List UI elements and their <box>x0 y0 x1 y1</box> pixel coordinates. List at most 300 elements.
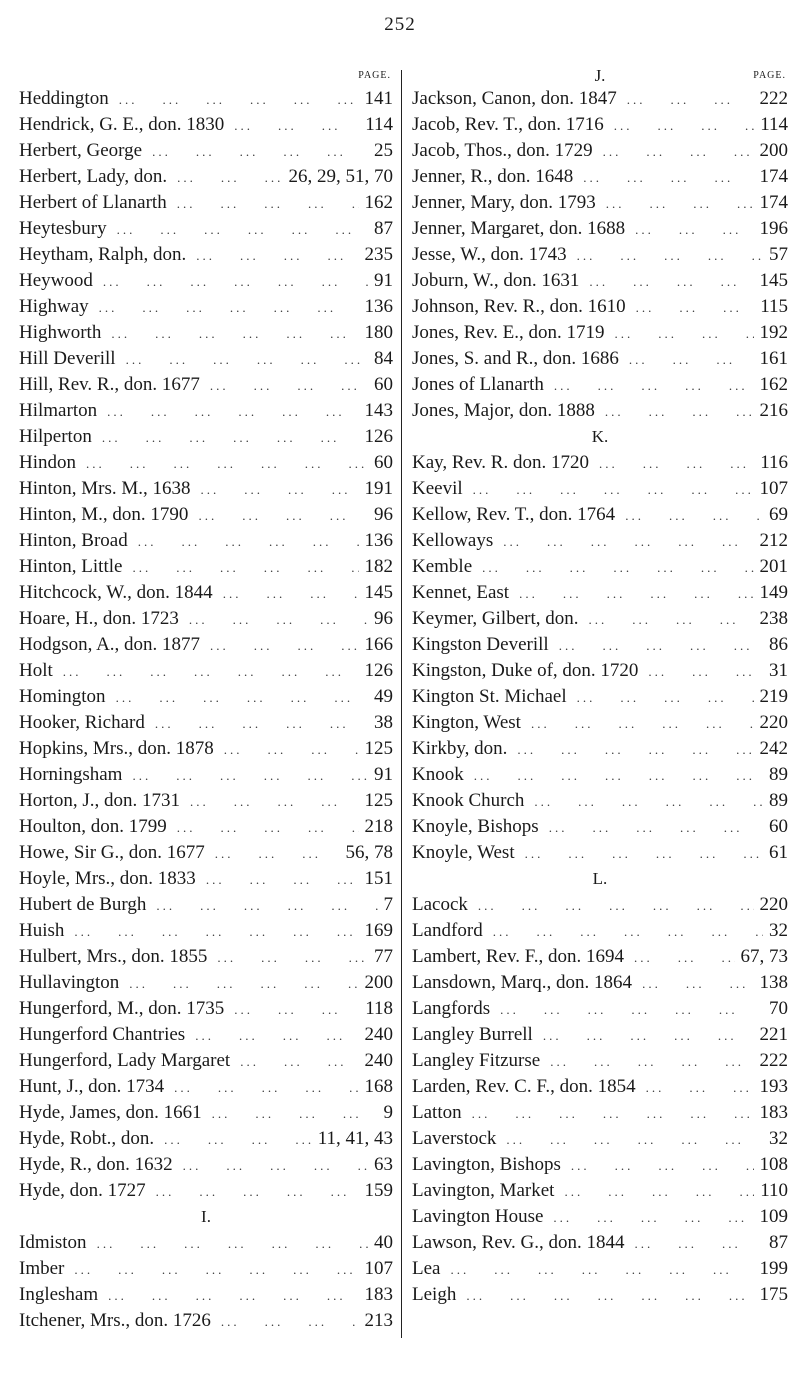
entry-name: Knook <box>412 764 464 785</box>
dot-leader <box>206 867 359 893</box>
entry-page: 11, 41, 43 <box>317 1128 393 1149</box>
entry-page: 159 <box>364 1180 393 1201</box>
dot-leader <box>107 399 358 425</box>
entry-page: 143 <box>364 400 393 421</box>
index-entry <box>19 372 393 398</box>
entry-name: Hinton, Little <box>19 556 123 577</box>
entry-page: 221 <box>759 1024 788 1045</box>
dot-leader <box>550 1049 753 1075</box>
entry-page: 32 <box>769 920 788 941</box>
index-entry <box>412 1074 788 1100</box>
index-entry <box>412 268 788 294</box>
index-entry <box>19 736 393 762</box>
index-column-left <box>19 66 393 1334</box>
entry-page: 126 <box>364 660 393 681</box>
entry-name: Jones of Llanarth <box>412 374 544 395</box>
dot-leader <box>472 1101 754 1127</box>
index-entry <box>19 346 393 372</box>
dot-leader <box>614 321 753 347</box>
index-entry <box>412 1282 788 1308</box>
index-entry <box>412 528 788 554</box>
entry-name: Hooker, Richard <box>19 712 145 733</box>
dot-leader <box>629 347 754 373</box>
entry-name: Hopkins, Mrs., don. 1878 <box>19 738 214 759</box>
entry-page: 86 <box>769 634 788 655</box>
index-entry <box>412 606 788 632</box>
dot-leader <box>164 1127 312 1153</box>
entry-page: 32 <box>769 1128 788 1149</box>
entry-page: 89 <box>769 764 788 785</box>
dot-leader <box>174 1075 358 1101</box>
entry-page: 125 <box>364 790 393 811</box>
entry-name: Houlton, don. 1799 <box>19 816 167 837</box>
entry-page: 149 <box>759 582 788 603</box>
entry-page: 240 <box>364 1024 393 1045</box>
entry-page: 91 <box>374 270 393 291</box>
entry-name: Kingston Deverill <box>412 634 549 655</box>
dot-leader <box>603 139 754 165</box>
entry-name: Horningsham <box>19 764 123 785</box>
entry-name: Jacob, Thos., don. 1729 <box>412 140 593 161</box>
dot-leader <box>636 295 755 321</box>
entry-page: 67, 73 <box>740 946 788 967</box>
entry-name: Lea <box>412 1258 441 1279</box>
dot-leader <box>474 763 763 789</box>
entry-page: 193 <box>759 1076 788 1097</box>
dot-leader <box>646 1075 754 1101</box>
index-entry <box>412 944 788 970</box>
dot-leader <box>648 659 763 685</box>
entry-page: 174 <box>759 166 788 187</box>
index-entry <box>19 918 393 944</box>
entry-name: Hulbert, Mrs., don. 1855 <box>19 946 208 967</box>
dot-leader <box>201 477 359 503</box>
entry-page: 114 <box>365 114 393 135</box>
entries-l <box>412 892 788 1308</box>
entry-name: Idmiston <box>19 1232 87 1253</box>
index-entry <box>19 1282 393 1308</box>
index-entry <box>412 632 788 658</box>
entry-page: 40 <box>374 1232 393 1253</box>
entry-name: Hinton, M., don. 1790 <box>19 504 189 525</box>
index-entry <box>412 294 788 320</box>
dot-leader <box>583 165 753 191</box>
dot-leader <box>210 373 368 399</box>
entry-page: 136 <box>364 296 393 317</box>
entry-page: 183 <box>759 1102 788 1123</box>
dot-leader <box>212 1101 378 1127</box>
entry-page: 107 <box>364 1258 393 1279</box>
entry-page: 126 <box>364 426 393 447</box>
entry-page: 114 <box>760 114 788 135</box>
entry-name: Hungerford Chantries <box>19 1024 186 1045</box>
index-entry <box>19 398 393 424</box>
entry-page: 125 <box>364 738 393 759</box>
index-entry <box>412 320 788 346</box>
entry-page: 136 <box>364 530 393 551</box>
entry-page: 240 <box>364 1050 393 1071</box>
entry-page: 175 <box>759 1284 788 1305</box>
entry-page: 38 <box>374 712 393 733</box>
dot-leader <box>234 113 359 139</box>
index-entry <box>412 1178 788 1204</box>
dot-leader <box>234 997 359 1023</box>
dot-leader <box>478 893 754 919</box>
dot-leader <box>625 503 763 529</box>
index-entry <box>412 346 788 372</box>
entry-page: 9 <box>383 1102 393 1123</box>
dot-leader <box>564 1179 754 1205</box>
index-entry <box>412 658 788 684</box>
entry-name: Jones, Major, don. 1888 <box>412 400 595 421</box>
dot-leader <box>97 1231 368 1257</box>
entry-page: 168 <box>364 1076 393 1097</box>
index-entry <box>19 320 393 346</box>
dot-leader <box>74 1257 358 1283</box>
entry-name: Johnson, Rev. R., don. 1610 <box>412 296 626 317</box>
entry-name: Lavington, Market <box>412 1180 555 1201</box>
entry-name: Langley Fitzurse <box>412 1050 541 1071</box>
entry-name: Jacob, Rev. T., don. 1716 <box>412 114 604 135</box>
entry-page: 182 <box>364 556 393 577</box>
index-entry <box>19 944 393 970</box>
entry-page: 89 <box>769 790 788 811</box>
entry-name: Herbert, George <box>19 140 143 161</box>
entry-page: 145 <box>759 270 788 291</box>
entry-name: Hungerford, M., don. 1735 <box>19 998 225 1019</box>
entry-page: 84 <box>374 348 393 369</box>
entry-page: 218 <box>364 816 393 837</box>
index-entry <box>19 866 393 892</box>
index-entry <box>412 1256 788 1282</box>
entry-page: 199 <box>759 1258 788 1279</box>
entry-page: 162 <box>759 374 788 395</box>
dot-leader <box>117 217 368 243</box>
entry-name: Larden, Rev. C. F., don. 1854 <box>412 1076 636 1097</box>
index-entry <box>412 1126 788 1152</box>
entry-name: Hungerford, Lady Margaret <box>19 1050 231 1071</box>
right-header <box>412 66 788 86</box>
index-entry <box>19 1074 393 1100</box>
dot-leader <box>549 815 763 841</box>
dot-leader <box>196 243 358 269</box>
dot-leader <box>183 1153 368 1179</box>
entry-page: 145 <box>364 582 393 603</box>
index-entry <box>19 1022 393 1048</box>
index-entry <box>19 86 393 112</box>
entry-page: 70 <box>769 998 788 1019</box>
index-entry <box>412 112 788 138</box>
entry-name: Latton <box>412 1102 462 1123</box>
dot-leader <box>103 269 368 295</box>
entry-page: 87 <box>769 1232 788 1253</box>
index-entry <box>412 840 788 866</box>
entry-page: 57 <box>769 244 788 265</box>
entry-page: 183 <box>364 1284 393 1305</box>
entry-name: Homington <box>19 686 106 707</box>
entry-name: Hullavington <box>19 972 120 993</box>
entry-name: Kingston, Duke of, don. 1720 <box>412 660 639 681</box>
entry-page: 109 <box>759 1206 788 1227</box>
dot-leader <box>111 321 358 347</box>
entry-name: Landford <box>412 920 483 941</box>
index-entry <box>19 710 393 736</box>
page-number: 252 <box>384 14 416 35</box>
index-entry <box>19 1152 393 1178</box>
index-entry <box>19 502 393 528</box>
entry-name: Heytesbury <box>19 218 107 239</box>
entry-page: 192 <box>759 322 788 343</box>
entry-name: Kennet, East <box>412 582 510 603</box>
index-entry <box>19 1100 393 1126</box>
dot-leader <box>86 451 368 477</box>
index-entry <box>412 1100 788 1126</box>
entry-name: Heywood <box>19 270 93 291</box>
dot-leader <box>525 841 763 867</box>
index-entry <box>19 684 393 710</box>
entry-page: 138 <box>759 972 788 993</box>
dot-leader <box>129 971 358 997</box>
dot-leader <box>506 1127 763 1153</box>
index-entry <box>19 606 393 632</box>
dot-leader <box>466 1283 753 1309</box>
dot-leader <box>589 607 754 633</box>
index-entry <box>19 554 393 580</box>
dot-leader <box>190 789 359 815</box>
entry-page: 222 <box>759 88 788 109</box>
entry-page: 200 <box>759 140 788 161</box>
entry-name: Jones, Rev. E., don. 1719 <box>412 322 605 343</box>
entry-name: Kirkby, don. <box>412 738 508 759</box>
index-entry <box>19 580 393 606</box>
entry-name: Jackson, Canon, don. 1847 <box>412 88 617 109</box>
index-entry <box>19 268 393 294</box>
entry-page: 87 <box>374 218 393 239</box>
index-entry <box>19 424 393 450</box>
index-entry <box>19 216 393 242</box>
entry-page: 219 <box>759 686 788 707</box>
index-entry <box>412 372 788 398</box>
dot-leader <box>635 217 753 243</box>
dot-leader <box>240 1049 358 1075</box>
index-entry <box>19 1126 393 1152</box>
entry-page: 60 <box>374 374 393 395</box>
index-entry <box>412 736 788 762</box>
dot-leader <box>99 295 359 321</box>
entry-name: Lambert, Rev. F., don. 1694 <box>412 946 625 967</box>
index-entry <box>412 216 788 242</box>
entry-name: Howe, Sir G., don. 1677 <box>19 842 205 863</box>
dot-leader <box>571 1153 754 1179</box>
index-entry <box>412 762 788 788</box>
entry-name: Heddington <box>19 88 109 109</box>
dot-leader <box>210 633 358 659</box>
index-entry <box>412 502 788 528</box>
entry-page: 118 <box>365 998 393 1019</box>
dot-leader <box>108 1283 358 1309</box>
entry-page: 115 <box>760 296 788 317</box>
dot-leader <box>577 243 763 269</box>
index-entry <box>19 1048 393 1074</box>
dot-leader <box>152 139 368 165</box>
index-entry <box>19 996 393 1022</box>
dot-leader <box>503 529 753 555</box>
entry-page: 220 <box>759 894 788 915</box>
entry-page: 238 <box>759 608 788 629</box>
index-entry <box>412 398 788 424</box>
entry-page: 200 <box>364 972 393 993</box>
dot-leader <box>627 87 754 113</box>
entry-page: 162 <box>364 192 393 213</box>
section-letter-i: I. <box>201 1207 211 1226</box>
index-entry <box>412 1048 788 1074</box>
entry-page: 169 <box>364 920 393 941</box>
index-entry <box>412 814 788 840</box>
dot-leader <box>74 919 358 945</box>
section-letter-l: L. <box>592 869 608 888</box>
dot-leader <box>63 659 359 685</box>
dot-leader <box>177 191 359 217</box>
dot-leader <box>482 555 753 581</box>
entry-name: Hill, Rev. R., don. 1677 <box>19 374 200 395</box>
entry-name: Hodgson, A., don. 1877 <box>19 634 201 655</box>
entry-name: Hoyle, Mrs., don. 1833 <box>19 868 196 889</box>
dot-leader <box>156 1179 359 1205</box>
index-entry <box>412 554 788 580</box>
entry-name: Langfords <box>412 998 491 1019</box>
entry-page: 107 <box>759 478 788 499</box>
dot-leader <box>177 815 359 841</box>
dot-leader <box>500 997 763 1023</box>
dot-leader <box>519 581 753 607</box>
index-entry <box>19 1230 393 1256</box>
index-entry <box>19 1256 393 1282</box>
dot-leader <box>589 269 753 295</box>
dot-leader <box>132 555 358 581</box>
index-entry <box>412 476 788 502</box>
index-entry <box>412 970 788 996</box>
entry-name: Jenner, Margaret, don. 1688 <box>412 218 626 239</box>
entry-name: Inglesham <box>19 1284 99 1305</box>
entry-page: 216 <box>759 400 788 421</box>
entry-page: 141 <box>364 88 393 109</box>
index-entry <box>19 294 393 320</box>
entry-name: Joburn, W., don. 1631 <box>412 270 580 291</box>
entry-name: Hinton, Mrs. M., 1638 <box>19 478 191 499</box>
dot-leader <box>606 191 754 217</box>
index-entry <box>19 242 393 268</box>
entry-name: Hendrick, G. E., don. 1830 <box>19 114 225 135</box>
index-entry <box>19 476 393 502</box>
entries-i <box>19 1230 393 1334</box>
entry-page: 174 <box>759 192 788 213</box>
entry-page: 96 <box>374 504 393 525</box>
entry-page: 77 <box>374 946 393 967</box>
dot-leader <box>156 893 377 919</box>
dot-leader <box>534 789 763 815</box>
entry-page: 212 <box>759 530 788 551</box>
index-entry <box>19 788 393 814</box>
entry-name: Laverstock <box>412 1128 497 1149</box>
dot-leader <box>642 971 753 997</box>
index-entry <box>412 996 788 1022</box>
entry-name: Kington St. Michael <box>412 686 567 707</box>
index-entry <box>412 1204 788 1230</box>
entry-page: 96 <box>374 608 393 629</box>
entry-name: Kington, West <box>412 712 521 733</box>
index-entry <box>19 1308 393 1334</box>
entry-name: Jenner, Mary, don. 1793 <box>412 192 596 213</box>
index-entry <box>19 970 393 996</box>
page-label-left: PAGE. <box>358 70 391 81</box>
index-entry <box>19 1178 393 1204</box>
entry-name: Knook Church <box>412 790 525 811</box>
entry-page: 235 <box>364 244 393 265</box>
entry-page: 7 <box>383 894 393 915</box>
dot-leader <box>102 425 359 451</box>
entry-name: Kelloways <box>412 530 494 551</box>
entry-name: Hubert de Burgh <box>19 894 147 915</box>
index-entry <box>412 450 788 476</box>
dot-leader <box>450 1257 753 1283</box>
entry-page: 69 <box>769 504 788 525</box>
page-label-right: PAGE. <box>753 70 786 81</box>
dot-leader <box>473 477 754 503</box>
dot-leader <box>554 373 754 399</box>
entry-name: Highway <box>19 296 89 317</box>
entry-name: Leigh <box>412 1284 457 1305</box>
entry-name: Keevil <box>412 478 463 499</box>
entry-page: 110 <box>760 1180 788 1201</box>
entry-name: Highworth <box>19 322 102 343</box>
entry-page: 31 <box>769 660 788 681</box>
index-entry <box>412 190 788 216</box>
entry-name: Kemble <box>412 556 473 577</box>
entry-page: 222 <box>759 1050 788 1071</box>
entry-page: 49 <box>374 686 393 707</box>
index-entry <box>412 788 788 814</box>
entry-name: Kellow, Rev. T., don. 1764 <box>412 504 616 525</box>
entry-name: Jones, S. and R., don. 1686 <box>412 348 619 369</box>
index-entry <box>412 164 788 190</box>
index-entry <box>19 632 393 658</box>
entry-page: 191 <box>364 478 393 499</box>
entry-name: Lavington, Bishops <box>412 1154 561 1175</box>
entries-k <box>412 450 788 866</box>
dot-leader <box>531 711 754 737</box>
dot-leader <box>223 581 359 607</box>
entry-name: Hoare, H., don. 1723 <box>19 608 179 629</box>
entry-name: Knoyle, West <box>412 842 515 863</box>
entry-name: Hill Deverill <box>19 348 116 369</box>
index-entry <box>412 138 788 164</box>
entry-name: Hindon <box>19 452 76 473</box>
entry-name: Kay, Rev. R. don. 1720 <box>412 452 589 473</box>
dot-leader <box>217 945 368 971</box>
dot-leader <box>577 685 754 711</box>
entry-name: Herbert of Llanarth <box>19 192 167 213</box>
index-entry <box>19 762 393 788</box>
section-letter-k: K. <box>591 427 609 446</box>
entry-name: Hyde, Robt., don. <box>19 1128 155 1149</box>
entry-page: 108 <box>759 1154 788 1175</box>
entry-name: Itchener, Mrs., don. 1726 <box>19 1310 211 1331</box>
index-entry <box>412 1230 788 1256</box>
entry-page: 26, 29, 51, 70 <box>288 166 393 187</box>
dot-leader <box>599 451 754 477</box>
entry-page: 25 <box>374 140 393 161</box>
entry-page: 242 <box>759 738 788 759</box>
